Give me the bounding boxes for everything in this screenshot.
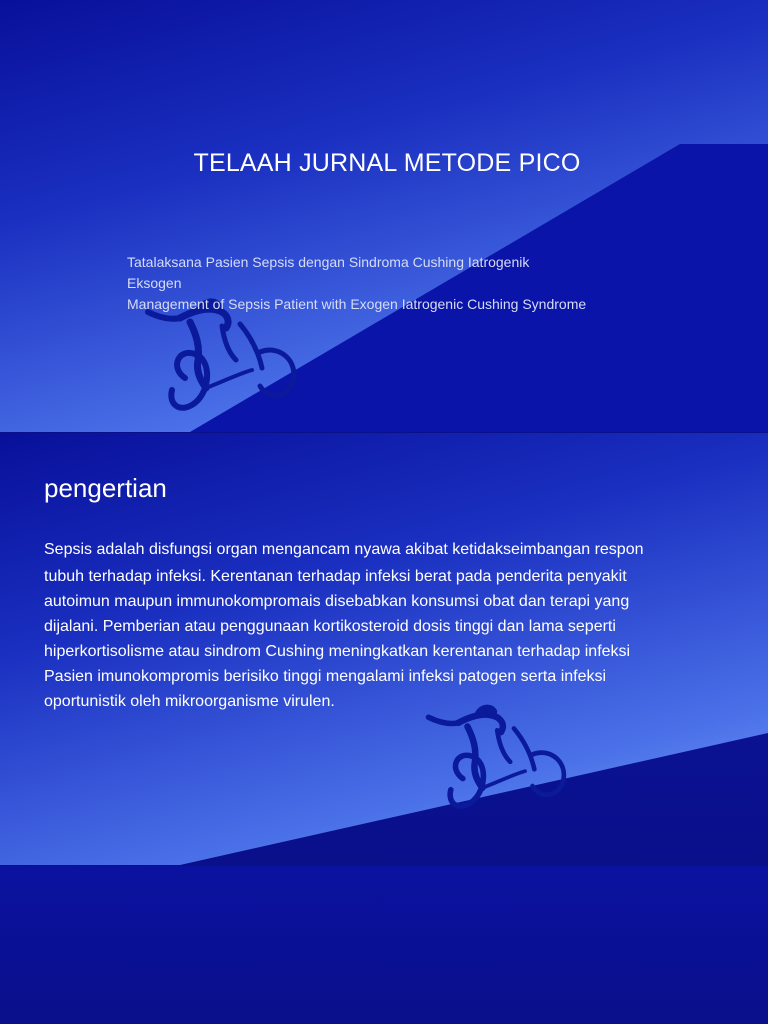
slide-subtitle — [127, 252, 687, 315]
slide-title: pengertian — [44, 473, 167, 503]
subtitle-line: Tatalaksana Pasien Sepsis dengan Sindroma Cushing Iatrogenik — [127, 254, 530, 270]
partial-slide — [0, 866, 768, 1024]
paragraph-line: autoimun maupun immunokompromais disebabkan konsumsi obat dan terapi yang — [44, 593, 630, 610]
title-slide — [0, 0, 768, 432]
paragraph-line: dijalani. Pemberian atau penggunaan kortikosteroid dosis tinggi dan lama seperti — [44, 618, 616, 635]
paragraph-line: Sepsis adalah disfungsi organ mengancam nyawa akibat ketidakseimbangan respon — [44, 541, 644, 558]
paragraph-line: oportunistik oleh mikroorganisme virulen. — [44, 693, 335, 710]
subtitle-line: Eksogen — [127, 275, 182, 291]
subtitle-line: Management of Sepsis Patient with Exogen Iatrogenic Cushing Syndrome — [127, 296, 587, 312]
cyclist-icon — [420, 695, 580, 825]
slide-title: TELAAH JURNAL METODE PICO — [193, 149, 581, 177]
paragraph-line: Pasien imunokompromis berisiko tinggi mengalami infeksi patogen serta infeksi — [44, 668, 607, 685]
slide-background — [0, 866, 768, 1024]
paragraph-line: hiperkortisolisme atau sindrom Cushing meningkatkan kerentanan terhadap infeksi — [44, 643, 631, 660]
paragraph-line: tubuh terhadap infeksi. Kerentanan terhadap infeksi berat pada penderita penyakit — [44, 568, 627, 585]
slide-body — [44, 539, 734, 714]
content-slide — [0, 433, 768, 865]
